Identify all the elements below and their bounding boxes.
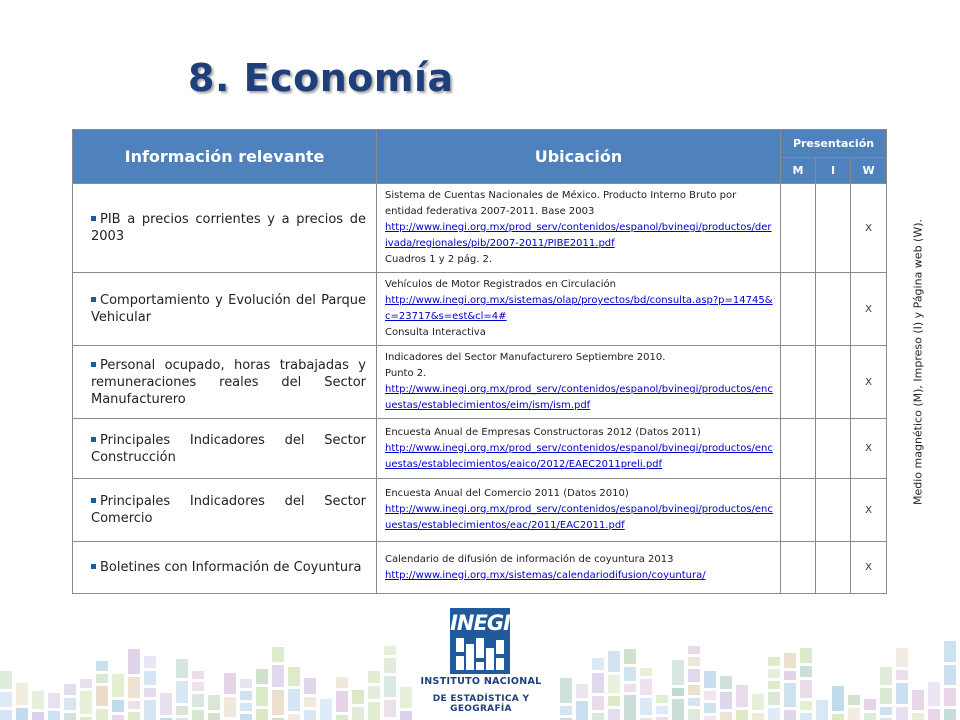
row-location: [377, 346, 781, 419]
decorative-bar: [640, 679, 652, 695]
decorative-bar: [800, 713, 812, 720]
row-description: Encuesta Anual del Comercio 2011 (Datos 2010): [385, 488, 629, 499]
decorative-bar: [112, 715, 124, 720]
decorative-bar: [672, 699, 684, 720]
row-link[interactable]: http://www.inegi.org.mx/prod_serv/contenidos/espanol/bvinegi/productos/encuestas/establecimientos/eaico/2012/EAEC2011preli.pdf: [385, 442, 773, 470]
header-w: W: [851, 158, 887, 184]
decorative-bar: [688, 657, 700, 666]
row-description: Encuesta Anual de Empresas Constructoras 2012 (Datos 2011): [385, 426, 701, 438]
bullet-icon: [91, 297, 96, 302]
decorative-bar: [560, 678, 572, 703]
decorative-bar: [768, 681, 780, 689]
decorative-bar: [0, 692, 12, 707]
row-info: PIB a precios corrientes y a precios de 2003: [73, 184, 377, 273]
decorative-bar: [288, 714, 300, 720]
decorative-bar: [688, 646, 700, 654]
decorative-bar: [128, 649, 140, 674]
decorative-bar: [752, 694, 764, 710]
cell-w: X: [851, 346, 887, 419]
decorative-bar: [752, 713, 764, 720]
bullet-icon: [91, 437, 96, 442]
cell-m: [781, 184, 816, 273]
cell-i: [816, 419, 851, 479]
row-info: Personal ocupado, horas trabajadas y remuneraciones reales del Sector Manufacturero: [73, 346, 377, 419]
header-i: I: [816, 158, 851, 184]
decorative-bar: [624, 695, 636, 720]
decorative-bar: [48, 711, 60, 720]
decorative-bar: [256, 669, 268, 684]
decorative-bar: [624, 649, 636, 664]
decorative-bar: [336, 677, 348, 688]
decorative-bar: [368, 686, 380, 699]
row-note: Consulta Interactiva: [385, 327, 486, 338]
cell-m: [781, 273, 816, 346]
decorative-bar: [912, 690, 924, 710]
side-note: Medio magnético (M), Impreso (I) y Página web (W).: [911, 218, 925, 506]
cell-w: X: [851, 479, 887, 542]
info-table: [72, 129, 887, 594]
bullet-icon: [91, 362, 96, 367]
decorative-bar: [144, 671, 156, 685]
decorative-bar: [400, 711, 412, 720]
row-description: Calendario de difusión de información de coyuntura 2013: [385, 553, 674, 565]
decorative-bar: [64, 713, 76, 720]
decorative-bar: [864, 699, 876, 710]
decorative-bar: [608, 675, 620, 693]
decorative-bar: [944, 641, 956, 662]
row-info: Principales Indicadores del Sector Construcción: [73, 419, 377, 479]
decorative-bar: [64, 684, 76, 695]
decorative-bar: [272, 665, 284, 687]
decorative-bar: [304, 710, 316, 720]
decorative-bar: [624, 684, 636, 692]
decorative-bar: [784, 710, 796, 720]
logo-line-2: DE ESTADÍSTICA Y GEOGRAFÍA: [432, 694, 530, 714]
cell-m: [781, 542, 816, 594]
decorative-bar: [192, 682, 204, 691]
decorative-bar: [128, 677, 140, 698]
decorative-bar: [288, 667, 300, 686]
decorative-bar: [944, 688, 956, 706]
decorative-bar: [688, 698, 700, 706]
decorative-bar: [768, 657, 780, 666]
decorative-bar: [192, 694, 204, 707]
decorative-bar: [96, 686, 108, 706]
decorative-bar: [16, 708, 28, 720]
decorative-bar: [96, 709, 108, 720]
decorative-bar: [368, 702, 380, 720]
decorative-bar: [800, 648, 812, 663]
row-description-2: Punto 2.: [385, 368, 427, 379]
decorative-bar: [48, 693, 60, 708]
decorative-bar: [576, 684, 588, 698]
decorative-bar: [208, 695, 220, 710]
decorative-bar: [864, 713, 876, 720]
decorative-bar: [128, 701, 140, 709]
table-row: [73, 273, 887, 346]
decorative-bar: [720, 712, 732, 720]
cell-i: [816, 184, 851, 273]
decorative-bar: [784, 683, 796, 707]
decorative-bar: [176, 681, 188, 703]
decorative-bar: [352, 690, 364, 704]
decorative-bar: [912, 713, 924, 720]
decorative-bar: [112, 700, 124, 712]
row-link[interactable]: http://www.inegi.org.mx/prod_serv/contenidos/espanol/bvinegi/productos/encuestas/establecimientos/eim/ism/ism.pdf: [385, 384, 773, 411]
decorative-bar: [608, 651, 620, 672]
decorative-bar: [816, 700, 828, 720]
decorative-bar: [896, 648, 908, 667]
decorative-bar: [672, 688, 684, 696]
table-row: [73, 542, 887, 594]
decorative-bar: [272, 690, 284, 715]
decorative-bar: [688, 685, 700, 695]
decorative-bar: [80, 679, 92, 688]
row-location: [377, 419, 781, 479]
decorative-bar: [384, 658, 396, 673]
logo-box: [450, 608, 510, 674]
decorative-bar: [160, 693, 172, 715]
decorative-bar: [704, 691, 716, 700]
bullet-icon: [91, 564, 96, 569]
decorative-bar: [96, 674, 108, 683]
row-info: Principales Indicadores del Sector Comercio: [73, 479, 377, 542]
decorative-bar: [880, 688, 892, 704]
decorative-bar: [944, 709, 956, 720]
decorative-bar: [896, 670, 908, 680]
cell-i: [816, 346, 851, 419]
decorative-bar: [784, 671, 796, 680]
decorative-bar: [0, 710, 12, 720]
table-row: [73, 184, 887, 273]
decorative-bar: [720, 676, 732, 689]
header-m: M: [781, 158, 816, 184]
cell-w: X: [851, 542, 887, 594]
decorative-bar: [848, 708, 860, 720]
decorative-bar: [240, 679, 252, 688]
decorative-bar: [768, 708, 780, 720]
table-row: [73, 346, 887, 419]
decorative-bar: [640, 698, 652, 715]
row-location: [377, 542, 781, 594]
decorative-bar: [592, 696, 604, 710]
decorative-bar: [880, 707, 892, 715]
decorative-bar: [256, 687, 268, 706]
decorative-bar: [400, 687, 412, 708]
decorative-bar: [256, 709, 268, 720]
decorative-bar: [240, 703, 252, 711]
decorative-bar: [144, 700, 156, 720]
decorative-bar: [800, 680, 812, 698]
logo-word: INEGI: [450, 611, 510, 635]
decorative-bar: [352, 707, 364, 720]
decorative-bar: [16, 683, 28, 705]
decorative-bar: [0, 671, 12, 689]
decorative-bar: [240, 714, 252, 720]
decorative-bar: [576, 701, 588, 720]
decorative-bar: [704, 703, 716, 713]
row-link[interactable]: http://www.inegi.org.mx/prod_serv/contenidos/espanol/bvinegi/productos/encuestas/establecimientos/eac/2011/EAC2011.pdf: [385, 504, 773, 531]
decorative-bar: [848, 695, 860, 705]
row-description: Sistema de Cuentas Nacionales de México. Producto Interno Bruto por entidad federativa 2007-2011. Base 2003: [385, 190, 737, 217]
decorative-bar: [64, 698, 76, 710]
decorative-bar: [832, 686, 844, 711]
logo-grid-icon: [456, 638, 504, 670]
row-location: [377, 479, 781, 542]
decorative-bar: [192, 671, 204, 679]
decorative-bar: [96, 661, 108, 671]
bullet-icon: [91, 216, 96, 221]
decorative-bar: [608, 709, 620, 720]
decorative-bar: [144, 688, 156, 697]
decorative-bar: [704, 671, 716, 688]
decorative-bar: [784, 653, 796, 668]
row-description: Vehículos de Motor Registrados en Circulación: [385, 279, 617, 290]
decorative-bar: [336, 691, 348, 712]
inegi-logo: [412, 608, 550, 712]
decorative-bar: [320, 699, 332, 720]
decorative-bar: [592, 658, 604, 670]
cell-m: [781, 479, 816, 542]
decorative-bar: [384, 700, 396, 717]
decorative-bar: [112, 674, 124, 697]
table-row: [73, 479, 887, 542]
decorative-bar: [176, 706, 188, 715]
decorative-bar: [304, 697, 316, 707]
row-link[interactable]: http://www.inegi.org.mx/sistemas/olap/proyectos/bd/consulta.asp?p=14745&c=23717&s=est&cl=4#: [385, 295, 773, 322]
row-note: Cuadros 1 y 2 pág. 2.: [385, 254, 493, 265]
header-info: Información relevante: [73, 130, 377, 184]
header-location: Ubicación: [377, 130, 781, 184]
bullet-icon: [91, 498, 96, 503]
cell-i: [816, 542, 851, 594]
page-title: 8. Economía: [188, 56, 454, 100]
decorative-bar: [928, 682, 940, 706]
decorative-bar: [880, 667, 892, 685]
cell-i: [816, 273, 851, 346]
decorative-bar: [944, 665, 956, 685]
decorative-bar: [720, 692, 732, 709]
decorative-bar: [128, 712, 140, 720]
decorative-bar: [592, 673, 604, 693]
decorative-bar: [736, 710, 748, 720]
row-location: [377, 273, 781, 346]
decorative-bar: [192, 710, 204, 720]
decorative-bar: [272, 647, 284, 662]
decorative-bar: [368, 671, 380, 683]
cell-m: [781, 419, 816, 479]
decorative-bar: [384, 676, 396, 697]
decorative-bar: [384, 646, 396, 655]
logo-line-1: INSTITUTO NACIONAL: [420, 676, 542, 687]
row-description: Indicadores del Sector Manufacturero Septiembre 2010.: [385, 352, 666, 363]
decorative-bar: [656, 706, 668, 714]
cell-i: [816, 479, 851, 542]
decorative-bar: [240, 691, 252, 700]
decorative-bar: [624, 667, 636, 681]
decorative-bar: [176, 659, 188, 678]
cell-w: X: [851, 273, 887, 346]
header-presentation: Presentación: [781, 130, 887, 158]
cell-w: X: [851, 184, 887, 273]
row-link[interactable]: http://www.inegi.org.mx/sistemas/calendariodifusion/coyuntura/: [385, 569, 706, 581]
decorative-bar: [928, 709, 940, 720]
decorative-bar: [896, 707, 908, 720]
decorative-bar: [336, 715, 348, 720]
decorative-bar: [32, 691, 44, 709]
decorative-bar: [800, 701, 812, 710]
cell-m: [781, 346, 816, 419]
decorative-bar: [208, 713, 220, 720]
cell-w: X: [851, 419, 887, 479]
decorative-bar: [224, 673, 236, 694]
decorative-bar: [672, 660, 684, 685]
decorative-bar: [608, 696, 620, 706]
row-location: [377, 184, 781, 273]
decorative-bar: [32, 712, 44, 720]
decorative-bar: [688, 669, 700, 682]
decorative-bar: [304, 678, 316, 694]
decorative-bar: [224, 697, 236, 717]
decorative-bar: [288, 689, 300, 711]
row-info: Boletines con Información de Coyuntura: [73, 542, 377, 594]
row-link[interactable]: http://www.inegi.org.mx/prod_serv/contenidos/espanol/bvinegi/productos/derivada/regionales/pib/2007-2011/PIBE2011.pdf: [385, 222, 772, 249]
decorative-bar: [736, 685, 748, 707]
decorative-bar: [896, 683, 908, 704]
row-info: Comportamiento y Evolución del Parque Vehicular: [73, 273, 377, 346]
decorative-bar: [560, 706, 572, 715]
table-row: [73, 419, 887, 479]
decorative-bar: [704, 716, 716, 720]
decorative-bar: [656, 695, 668, 703]
decorative-bar: [640, 668, 652, 676]
decorative-bar: [768, 669, 780, 678]
decorative-bar: [688, 709, 700, 720]
decorative-bar: [80, 691, 92, 714]
decorative-bar: [592, 713, 604, 720]
decorative-bar: [800, 666, 812, 677]
decorative-bar: [768, 692, 780, 705]
decorative-bar: [832, 714, 844, 720]
decorative-bar: [144, 656, 156, 668]
